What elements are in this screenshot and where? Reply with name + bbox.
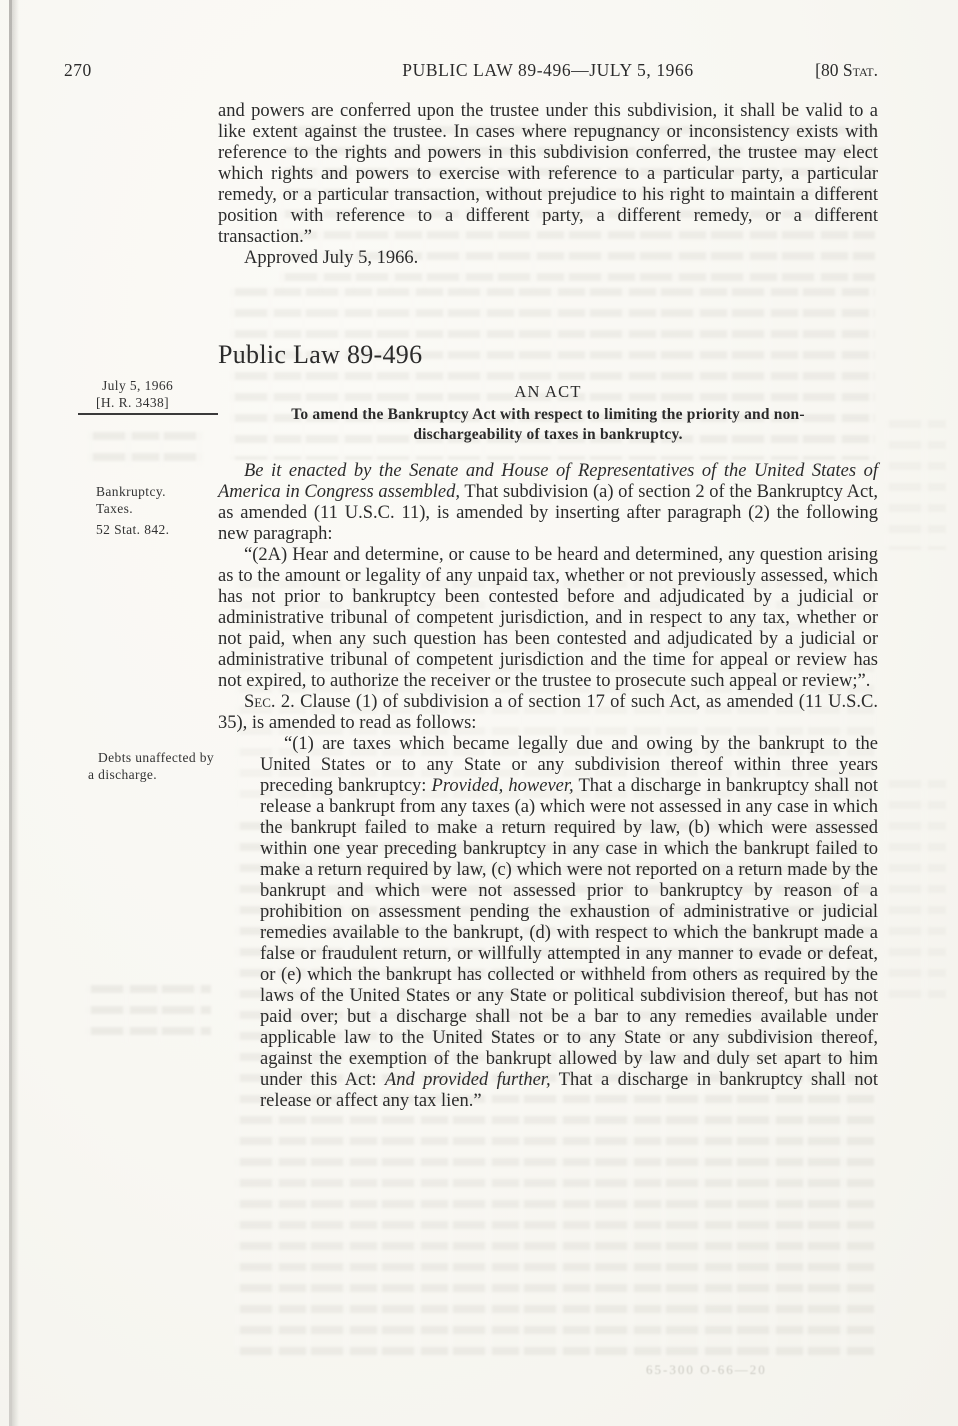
bleedthrough-margin-blob-3 bbox=[884, 420, 946, 550]
margin-rule bbox=[78, 413, 218, 415]
clause-1-seg-2: That a discharge in bankruptcy shall not release a bankrupt from any taxes (a) which were not assessed in any case in which the bankrupt failed to make a return required by law, (b) which were assessed within one year preceding bankruptcy in any case in which the bankrupt failed to make a return required by law, (c) which were not reported on a return made by the bankrupt and which were not assessed prior to bankruptcy by reason of a prohibition on assessment pending the exhaustion of administrative or judicial remedies available to the bankrupt, (d) with respect to which the bankrupt made a false or fraudulent return, or willfully attempted in any manner to evade or defeat, or (e) which the bankrupt has collected or withheld from others as required by the laws of the United States or any State or political subdivision thereof, but has not paid over; but a discharge shall not be a bar to any remedies available under applicable law to the United States or to any State or any subdivision thereof, against the exemption of the bankrupt allowed by law and duly set apart to him under this Act: bbox=[260, 776, 878, 1090]
bleedthrough-margin-blob-4 bbox=[884, 780, 946, 1000]
approval-line: Approved July 5, 1966. bbox=[244, 248, 419, 268]
clause-1-proviso-1: Provided, however, bbox=[431, 776, 574, 796]
running-head: PUBLIC LAW 89-496—JULY 5, 1966 bbox=[402, 60, 694, 80]
margin-bill-number: [H. R. 3438] bbox=[96, 395, 170, 410]
act-purpose bbox=[218, 405, 878, 445]
margin-note-stat-cite: 52 Stat. 842. bbox=[96, 522, 170, 537]
margin-date: July 5, 1966 bbox=[102, 378, 174, 393]
margin-note-subject bbox=[96, 483, 216, 517]
public-law-heading: Public Law 89-496 bbox=[218, 340, 423, 369]
enacting-clause-rest: That subdivision (a) of section 2 of the Bankruptcy Act, as amended (11 U.S.C. 11), is amended by inserting after paragraph (2) the following new paragraph: bbox=[218, 482, 878, 544]
an-act-heading: AN ACT bbox=[514, 382, 582, 401]
act-purpose-line-2: dischargeability of taxes in bankruptcy. bbox=[413, 426, 683, 443]
margin-note-date bbox=[96, 377, 221, 411]
text-column-top bbox=[218, 101, 878, 269]
section-2-label: Sec. 2. bbox=[244, 692, 295, 712]
continuation-paragraph: and powers are conferred upon the trustee under this subdivision, it shall be valid to a like extent against the trustee. In cases where repugnancy or inconsistency exists with reference to the rights and powers in this subdivision conferred, the trustee may elect which rights and powers to exercise with reference to a particular party, a particular remedy, or a particular transaction, without prejudice to his right to maintain a different position with reference to a different party, a different remedy, or a different transaction.” bbox=[218, 101, 878, 247]
statute-body bbox=[218, 461, 878, 1112]
stat-volume-ref: [80 Stat. bbox=[815, 60, 878, 80]
clause-1-block bbox=[260, 734, 878, 1112]
paragraph-2a: “(2A) Hear and determine, or cause to be heard and determined, any question arising as to the amount or legality of any unpaid tax, whether or not previously assessed, which has not prior to bankruptcy been contested before and adjudicated by a judicial or administrative tribunal of competent jurisdiction, and in respect to any tax, whether or not paid, when any such question has been contested and adjudicated by a judicial or administrative tribunal of competent jurisdiction and the time for appeal or review has not expired, to authorize the receiver or the trustee to prosecute such appeal or review;”. bbox=[218, 545, 878, 691]
act-purpose-line-1: To amend the Bankruptcy Act with respect to limiting the priority and non- bbox=[291, 406, 805, 423]
enacting-clause bbox=[218, 461, 878, 545]
clause-1-seg-1: “(1) are taxes which became legally due and owing by the bankrupt to the United States or to any State or any subdivision thereof within three years preceding bankruptcy: bbox=[260, 734, 878, 796]
enacting-clause-italic: Be it enacted by the Senate and House of Representatives of the United States of America in Congress assembled, bbox=[218, 461, 878, 502]
bleedthrough-margin-blob-1 bbox=[88, 432, 203, 466]
section-2-rest: Clause (1) of subdivision a of section 17 of such Act, as amended (11 U.S.C. 35), is amended to read as follows: bbox=[218, 692, 878, 733]
margin-note-discharge: Debts unaffected by a discharge. bbox=[88, 750, 215, 782]
footer-print-code-bleedthrough: 65-300 O-66—20 bbox=[646, 1362, 767, 1377]
margin-subject-line-1: Bankruptcy. bbox=[96, 484, 166, 499]
page-number: 270 bbox=[64, 60, 92, 80]
bleedthrough-margin-blob-2 bbox=[86, 985, 211, 1045]
clause-1-proviso-2: And provided further, bbox=[384, 1070, 551, 1090]
scan-edge-shadow bbox=[12, 0, 19, 1426]
section-2-paragraph bbox=[218, 692, 878, 734]
margin-subject-line-2: Taxes. bbox=[96, 501, 134, 516]
clause-1-seg-3: That a discharge in bankruptcy shall not release or affect any tax lien.” bbox=[260, 1070, 878, 1111]
